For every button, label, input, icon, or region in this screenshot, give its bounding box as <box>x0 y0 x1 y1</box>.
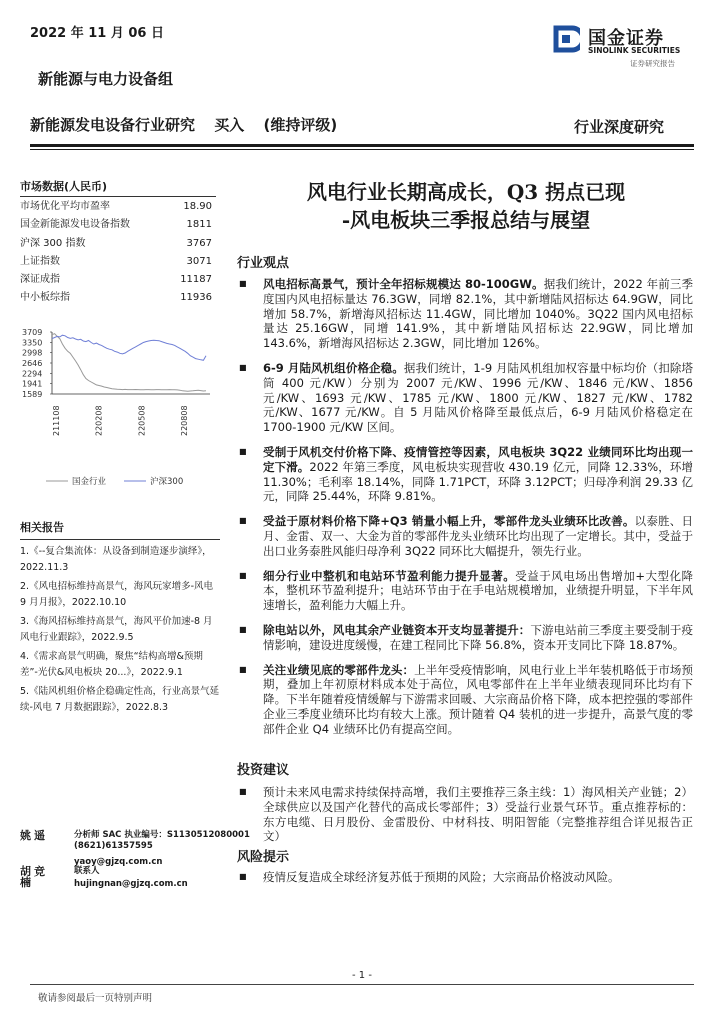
industry-view-item <box>237 569 693 613</box>
analyst-email[interactable]: yaoy@gjzq.com.cn <box>74 857 163 867</box>
bullet-body: 据我们统计，1-9 月陆风机组加权容量中标均价（扣除塔筒 400 元/KW）分别为 2007 元/KW、1996 元/KW、1846 元/KW、1856 元/KW、1693 元/KW、1785 元/KW、1800 元/KW、1827 元/KW、1782 元/KW、1677 元/KW。自 5 月陆风价格降至最低点后，6-9 月陆风价格稳定在 1700-1900 元/KW 区间。 <box>263 360 693 435</box>
y-tick-label: 2294 <box>22 369 43 379</box>
related-report-link[interactable]: 3.《海风招标维持高景气，海风平价加速-8 月风电行业跟踪》，2022.9.5 <box>20 615 213 643</box>
legend-label: 国金行业 <box>72 477 107 487</box>
analyst-line: (8621)61357595 <box>74 841 153 851</box>
bullet-body: 2022 年第三季度，风电板块实现营收 430.19 亿元，同降 12.33%，环增 11.30%；毛利率 18.14%，同降 1.71PCT，环降 3.12PCT；归母净利润 29.33 亿元，同降 25.44%，环降 9.81%。 <box>263 459 693 504</box>
report-type: 行业深度研究 <box>574 118 665 136</box>
industry-view-item <box>237 623 693 653</box>
related-reports <box>20 520 220 719</box>
related-report-link[interactable]: 1.《--复合集流体：从设备到制造逐步演绎》，2022.11.3 <box>20 545 212 573</box>
investment-text: ■ 预计未来风电需求持续保持高增，我们主要推荐三条主线：1）海风相关产业链；2）全球供应以及国产化替代的高成长零部件；3）受益行业景气环节。重点推荐标的：东方电缆、日月股份、金雷股份、中材科技、明阳智能（完整推荐组合详见报告正文） <box>237 785 693 844</box>
market-row-value: 11187 <box>180 274 212 286</box>
market-row <box>20 216 216 234</box>
market-row <box>20 235 216 253</box>
industry-view-item <box>237 514 693 558</box>
series-line <box>52 335 206 360</box>
bullet-body: 据我们统计，2022 年前三季度国内风电招标量达 76.3GW，同增 82.1%，其中新增陆风招标达 64.9GW，同比增加 58.7%，新增海风招标达 11.4GW，同比增加 1040%。3Q22 国内风电招标量达 25.16GW，同增 141.9%，其中新增陆风招标达 22.9GW，同比增加 143.6%，新增海风招标达 2.3GW，同比增加 126%。 <box>263 277 693 351</box>
y-tick-label: 2646 <box>22 359 43 368</box>
analyst-name: 胡竞楠 <box>20 865 48 889</box>
index-chart <box>20 324 220 494</box>
report-date: 2022 年 11 月 06 日 <box>30 26 164 41</box>
research-group: 新能源与电力设备组 <box>38 70 174 88</box>
bullet-lead: 受益于原材料价格下降+Q3 销量小幅上升，零部件龙头业绩环比改善。 <box>263 514 635 529</box>
analyst-line: 分析师 SAC 执业编号：S1130512080001 <box>74 830 250 840</box>
section-investment: 投资建议 <box>237 763 290 778</box>
analyst-line: 联系人 <box>74 866 100 876</box>
footer-divider <box>30 984 694 985</box>
logo-en: SINOLINK SECURITIES <box>588 46 681 55</box>
series-line <box>52 334 206 392</box>
header-divider-thin <box>30 149 694 150</box>
industry-view-item <box>237 277 693 351</box>
x-tick-label: 220508 <box>137 405 147 436</box>
market-row-label: 上证指数 <box>20 255 60 267</box>
market-row <box>20 198 216 216</box>
report-title <box>236 178 696 234</box>
header-divider <box>30 144 694 147</box>
analyst-email[interactable]: hujingnan@gjzq.com.cn <box>74 879 188 889</box>
market-data-title: 市场数据(人民币) <box>20 178 216 197</box>
bullet-body: 以泰胜、日月、金雷、双一、大金为首的零部件龙头业绩环比均出现了一定增长。其中，受益于出口业务泰胜风能归母净利 3Q22 同环比大幅提升，领先行业。 <box>263 514 694 558</box>
market-row-label: 沪深 300 指数 <box>20 237 86 249</box>
market-row-label: 深证成指 <box>20 274 60 286</box>
bullet-lead: 6-9 月陆风机组价格企稳。 <box>263 360 404 375</box>
x-tick-label: 220208 <box>94 405 104 436</box>
industry-name: 新能源发电设备行业研究 <box>30 116 196 134</box>
industry-view-item <box>237 361 693 435</box>
logo-subtitle: 证券研究报告 <box>630 59 675 68</box>
market-row-label: 市场优化平均市盈率 <box>20 201 110 212</box>
page-number: - 1 - <box>352 970 372 981</box>
market-row <box>20 253 216 271</box>
industry-view-list <box>237 277 693 747</box>
industry-view-item <box>237 445 693 504</box>
investment-list <box>237 785 693 854</box>
y-tick-label: 1589 <box>22 390 43 399</box>
section-risk: 风险提示 <box>237 850 290 865</box>
y-tick-label: 3709 <box>22 328 43 337</box>
market-row-value: 3071 <box>186 255 212 267</box>
x-tick-label: 211108 <box>52 405 61 436</box>
market-row-label: 国金新能源发电设备指数 <box>20 219 130 231</box>
y-tick-label: 3350 <box>22 338 43 348</box>
market-row-value: 11936 <box>180 292 212 304</box>
logo-mark-icon <box>552 24 580 54</box>
y-tick-label: 1941 <box>22 379 43 389</box>
report-title-line1: 风电行业长期高成长，Q3 拐点已现 <box>306 180 626 204</box>
section-industry-view: 行业观点 <box>237 256 290 271</box>
bullet-lead: 受制于风机交付价格下降、疫情管控等因素，风电板块 3Q22 业绩同环比均出现一定下滑。 <box>263 444 693 474</box>
logo-name: 国金证券 <box>588 28 664 49</box>
report-heading <box>30 114 351 135</box>
bullet-lead: 关注业绩见底的零部件龙头： <box>263 662 415 677</box>
market-row-value: 18.90 <box>183 201 212 212</box>
market-row-value: 3767 <box>186 237 212 249</box>
bullet-lead: 除电站以外，风电其余产业链资本开支均显著提升： <box>263 622 531 637</box>
bullet-body: 下游电站前三季度主要受制于疫情影响，建设进度缓慢，在建工程同比下降 56.8%，资本开支同比下降 18.87%。 <box>263 622 693 652</box>
analyst-2 <box>20 866 240 896</box>
legend-label: 沪深300 <box>150 477 184 487</box>
related-report-link[interactable]: 2.《风电招标维持高景气，海风玩家增多-风电 9 月月报》，2022.10.10 <box>20 580 213 608</box>
report-title-line2: -风电板块三季报总结与展望 <box>341 208 591 232</box>
rating: 买入 <box>214 116 245 134</box>
analyst-name: 姚遥 <box>20 829 48 842</box>
related-reports-title: 相关报告 <box>20 520 220 540</box>
y-tick-label: 2998 <box>22 348 43 358</box>
bullet-body: 上半年受疫情影响，风电行业上半年装机略低于市场预期，叠加上年初原材料成本处于高位，风电零部件在上半年业绩表现同环比均有下降。下半年随着疫情缓解与下游需求回暖、大宗商品价格下降，成本把控强的零部件企业三季度业绩环比均有较大上涨。预计随着 Q4 装机的进一步提升，高景气度的零部件企业 Q4 业绩环比仍有提高空间。 <box>263 662 693 736</box>
market-row <box>20 289 216 307</box>
risk-list <box>237 870 693 895</box>
risk-text: ■ 疫情反复造成全球经济复苏低于预期的风险；大宗商品价格波动风险。 <box>237 870 693 885</box>
market-row <box>20 271 216 289</box>
x-tick-label: 220808 <box>180 405 189 436</box>
market-row-value: 1811 <box>186 219 212 231</box>
footer-disclaimer: 敬请参阅最后一页特别声明 <box>38 993 153 1004</box>
bullet-lead: 风电招标高景气，预计全年招标规模达 80-100GW。 <box>263 277 544 291</box>
related-report-link[interactable]: 4.《需求高景气明确，聚焦“结构高增&预期差”-光伏&风电板块 20...》，2022.9.1 <box>20 650 203 678</box>
analyst-1 <box>20 829 250 870</box>
market-data <box>20 178 216 308</box>
bullet-body: 受益于风电场出售增加+大型化降本，整机环节盈利提升；电站环节由于在手电站规模增加，业绩提升明显，下半年风速增长，盈利能力大幅上升。 <box>263 568 693 613</box>
bullet-lead: 细分行业中整机和电站环节盈利能力提升显著。 <box>263 568 516 583</box>
industry-view-item <box>237 663 693 737</box>
market-row-label: 中小板综指 <box>20 292 70 304</box>
rating-note: (维持评级) <box>263 116 338 134</box>
related-report-link[interactable]: 5.《陆风机组价格企稳确定性高，行业高景气延续-风电 7 月数据跟踪》，2022.8.3 <box>20 685 220 713</box>
